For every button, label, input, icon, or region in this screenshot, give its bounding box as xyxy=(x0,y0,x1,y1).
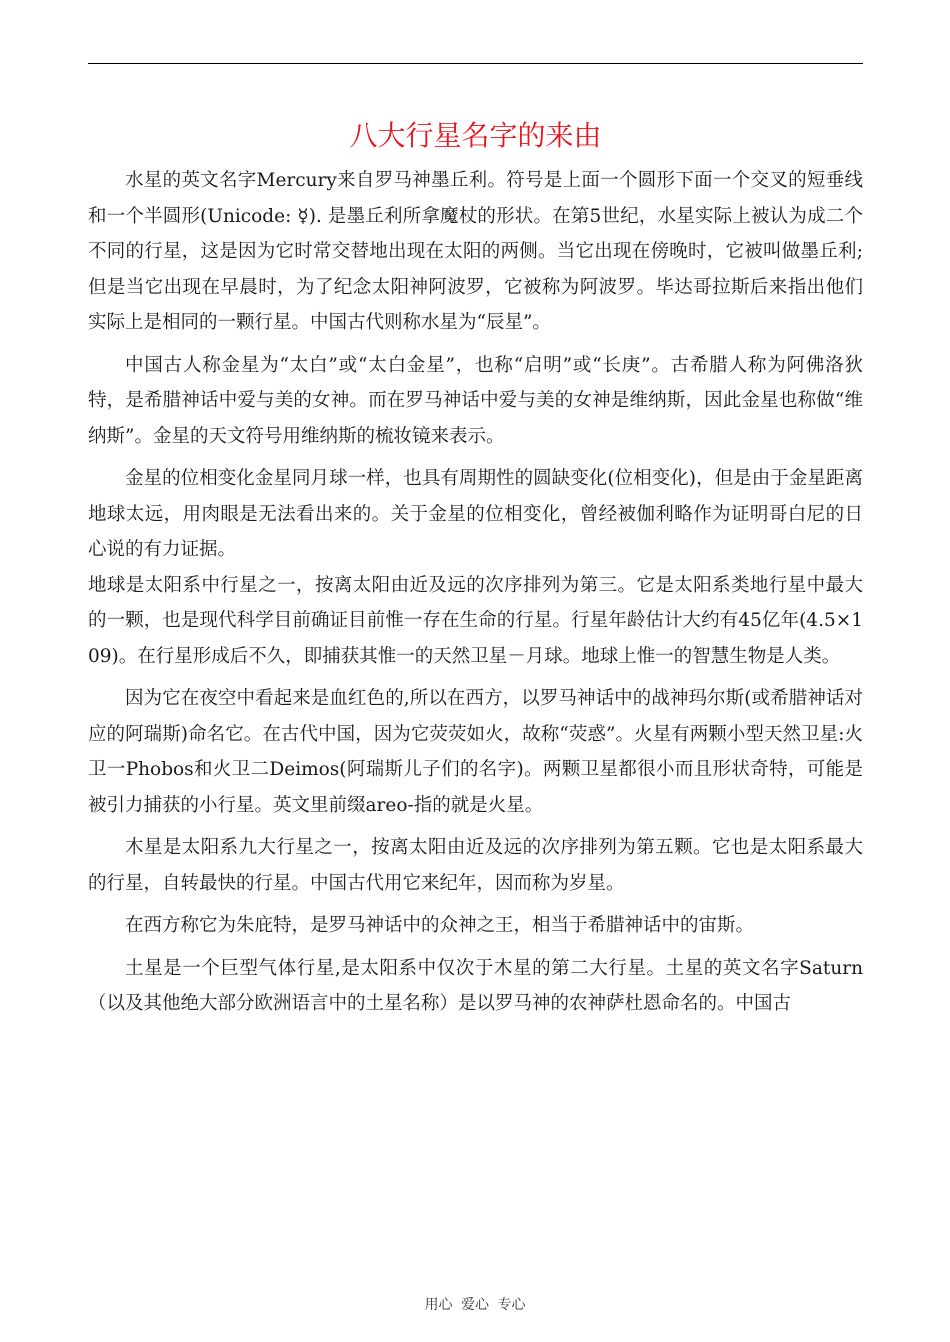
document-body xyxy=(88,163,863,1022)
page-footer: 用心 爱心 专心 xyxy=(424,1297,526,1313)
header-rule xyxy=(88,63,863,64)
paragraph-venus-phases: 金星的位相变化金星同月球一样，也具有周期性的圆缺变化(位相变化)，但是由于金星距离地球太远，用肉眼是无法看出来的。关于金星的位相变化，曾经被伽利略作为证明哥白尼的日心说的有力证据。 xyxy=(88,468,863,560)
paragraph-saturn: 土星是一个巨型气体行星,是太阳系中仅次于木星的第二大行星。土星的英文名字Saturn（以及其他绝大部分欧洲语言中的土星名称）是以罗马神的农神萨杜恩命名的。中国古 xyxy=(88,957,863,1014)
paragraph-venus-names: 中国古人称金星为“太白”或“太白金星”，也称“启明”或“长庚”。古希腊人称为阿佛洛狄特，是希腊神话中爱与美的女神。而在罗马神话中爱与美的女神是维纳斯，因此金星也称做“维纳斯”。金星的天文符号用维纳斯的梳妆镜来表示。 xyxy=(88,354,863,447)
paragraph-mars: 因为它在夜空中看起来是血红色的,所以在西方，以罗马神话中的战神玛尔斯(或希腊神话对应的阿瑞斯)命名它。在古代中国，因为它荧荧如火，故称“荧惑”。火星有两颗小型天然卫星:火卫一Phobos和火卫二Deimos(阿瑞斯儿子们的名字)。两颗卫星都很小而且形状奇特，可能是被引力捕获的小行星。英文里前缀areo-指的就是火星。 xyxy=(88,688,863,816)
page-title: 八大行星名字的来由 xyxy=(349,119,602,152)
paragraph-jupiter-west: 在西方称它为朱庇特，是罗马神话中的众神之王，相当于希腊神话中的宙斯。 xyxy=(125,915,755,936)
paragraph-mercury: 水星的英文名字Mercury来自罗马神墨丘利。符号是上面一个圆形下面一个交叉的短垂线和一个半圆形(Unicode: ☿). 是墨丘利所拿魔杖的形状。在第5世纪，水星实际上被认为成二个不同的行星，这是因为它时常交替地出现在太阳的两侧。当它出现在傍晚时，它被叫做墨丘利;但是当它出现在早晨时，为了纪念太阳神阿波罗，它被称为阿波罗。毕达哥拉斯后来指出他们实际上是相同的一颗行星。中国古代则称水星为“辰星”。 xyxy=(88,170,863,333)
paragraph-jupiter: 木星是太阳系九大行星之一，按离太阳由近及远的次序排列为第五颗。它也是太阳系最大的行星，自转最快的行星。中国古代用它来纪年，因而称为岁星。 xyxy=(88,837,863,894)
paragraph-earth: 地球是太阳系中行星之一，按离太阳由近及远的次序排列为第三。它是太阳系类地行星中最大的一颗，也是现代科学目前确证目前惟一存在生命的行星。行星年龄估计大约有45亿年(4.5×109)。在行星形成后不久，即捕获其惟一的天然卫星－月球。地球上惟一的智慧生物是人类。 xyxy=(88,574,863,667)
